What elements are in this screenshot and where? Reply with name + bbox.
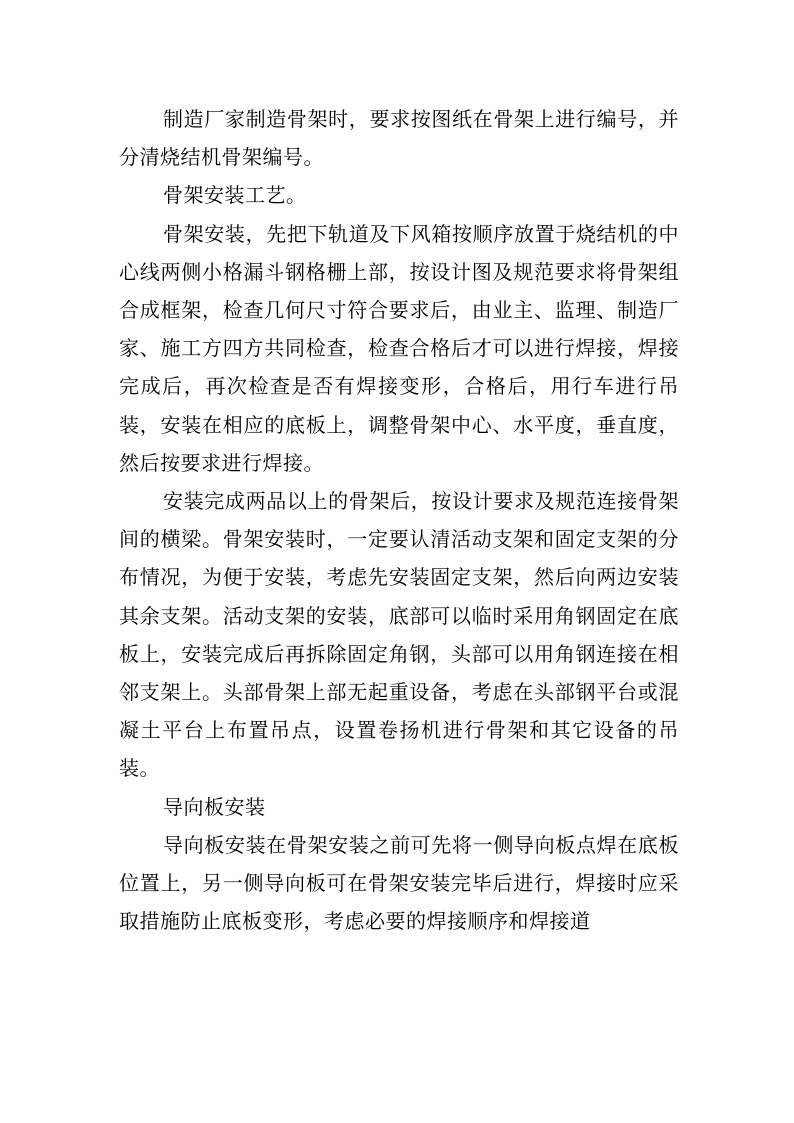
section-heading-guide-plate-installation: 导向板安装 [163, 794, 266, 819]
document-body [119, 100, 679, 940]
paragraph-beam-and-support-installation: 安装完成两品以上的骨架后，按设计要求及规范连接骨架间的横梁。骨架安装时，一定要认清活动支架和固定支架的分布情况，为便于安装，考虑先安装固定支架，然后向两边安装其余支架。活动支架的安装，底部可以临时采用角钢固定在底板上，安装完成后再拆除固定角钢，头部可以用角钢连接在相邻支架上。头部骨架上部无起重设备，考虑在头部钢平台或混凝土平台上布置吊点，设置卷扬机进行骨架和其它设备的吊装。 [119, 489, 679, 781]
paragraph-frame-installation: 骨架安装，先把下轨道及下风箱按顺序放置于烧结机的中心线两侧小格漏斗钢格栅上部，按设计图及规范要求将骨架组合成框架，检查几何尺寸符合要求后，由业主、监理、制造厂家、施工方四方共同检查，检查合格后才可以进行焊接，焊接完成后，再次检查是否有焊接变形，合格后，用行车进行吊装，安装在相应的底板上，调整骨架中心、水平度，垂直度，然后按要求进行焊接。 [119, 221, 679, 475]
paragraph-guide-plate-installation: 导向板安装在骨架安装之前可先将一侧导向板点焊在底板位置上，另一侧导向板可在骨架安装完毕后进行，焊接时应采取措施防止底板变形，考虑必要的焊接顺序和焊接道 [119, 832, 679, 934]
paragraph-frame-numbering: 制造厂家制造骨架时，要求按图纸在骨架上进行编号，并分清烧结机骨架编号。 [119, 107, 679, 170]
section-heading-frame-installation-process: 骨架安装工艺。 [163, 183, 307, 208]
